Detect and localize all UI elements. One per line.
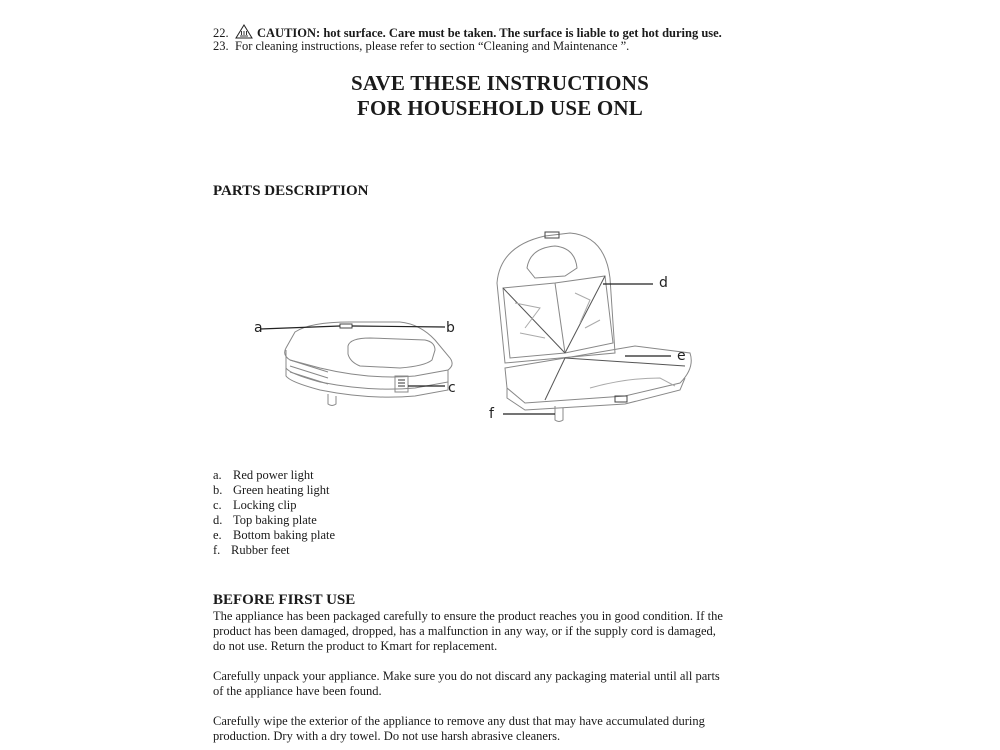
parts-list: [213, 468, 335, 558]
diagram-label-a: a: [254, 320, 263, 336]
caution-text: CAUTION: hot surface. Care must be taken. The surface is liable to get hot during use.: [257, 26, 722, 40]
item-number: 23.: [213, 39, 229, 53]
open-sandwich-maker-diagram: [485, 228, 705, 428]
closed-sandwich-maker-diagram: [250, 310, 470, 420]
diagram-label-e: e: [677, 348, 686, 364]
diagram-label-b: b: [446, 320, 455, 336]
parts-list-item: f. Rubber feet: [213, 543, 290, 557]
save-instructions-title-line2: FOR HOUSEHOLD USE ONL: [357, 96, 643, 120]
before-first-use-paragraph-2: Carefully unpack your appliance. Make sure you do not discard any packaging material until all parts of the appliance have been found.: [213, 669, 720, 698]
save-instructions-title-line1: SAVE THESE INSTRUCTIONS: [351, 71, 649, 95]
diagram-label-f: f: [489, 406, 494, 422]
cleaning-reference-text: For cleaning instructions, please refer to section “Cleaning and Maintenance ”.: [235, 39, 630, 53]
parts-list-item: d. Top baking plate: [213, 513, 317, 527]
before-first-use-paragraph-1: The appliance has been packaged carefully to ensure the product reaches you in good condition. If the product has been damaged, dropped, has a malfunction in any way, or if the supply cord is damaged, do not use. Return the product to Kmart for replacement.: [213, 609, 723, 653]
parts-list-item: b. Green heating light: [213, 483, 330, 497]
open-sandwich-maker-illustration: [485, 228, 705, 428]
diagram-label-d: d: [659, 275, 668, 291]
parts-description-heading: PARTS DESCRIPTION: [213, 183, 369, 199]
diagram-label-c: c: [448, 380, 456, 396]
before-first-use-paragraph-3: Carefully wipe the exterior of the appliance to remove any dust that may have accumulated during production. Dry with a dry towel. Do not use harsh abrasive cleaners.: [213, 714, 705, 743]
hot-surface-caution-icon: [235, 24, 253, 39]
before-first-use-heading: BEFORE FIRST USE: [213, 592, 356, 608]
parts-list-item: c. Locking clip: [213, 498, 297, 512]
parts-list-item: a. Red power light: [213, 468, 314, 482]
item-number: 22.: [213, 26, 229, 40]
safety-item-23: [213, 39, 629, 54]
parts-list-item: e. Bottom baking plate: [213, 528, 336, 542]
closed-sandwich-maker-illustration: [250, 310, 470, 420]
